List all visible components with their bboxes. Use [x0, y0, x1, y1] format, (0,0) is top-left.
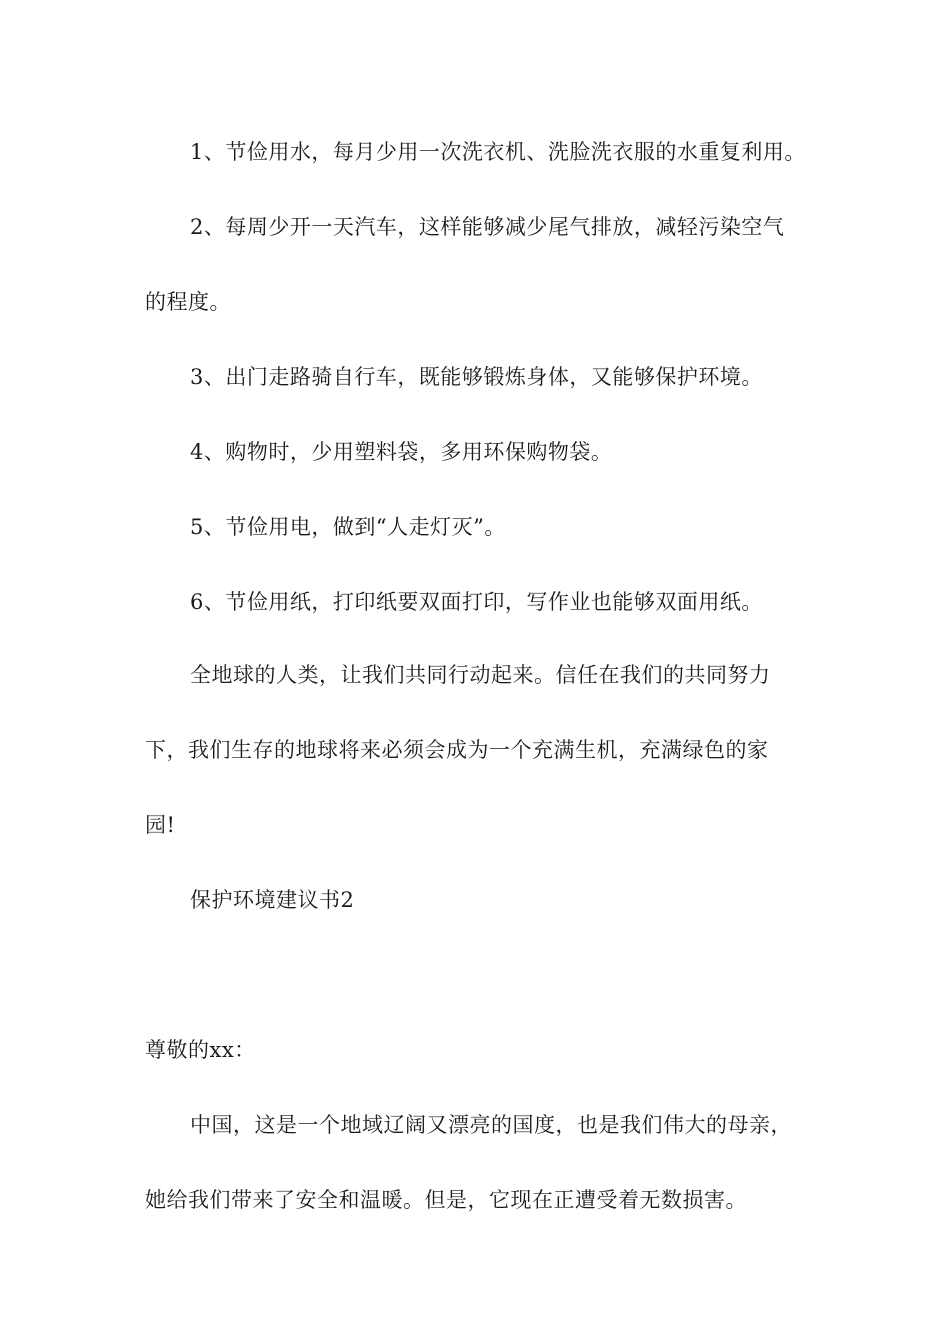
list-item-4: 4、购物时，少用塑料袋，多用环保购物袋。	[190, 440, 613, 464]
list-item-6: 6、节俭用纸，打印纸要双面打印，写作业也能够双面用纸。	[190, 590, 763, 614]
list-item-5: 5、节俭用电，做到“人走灯灭”。	[190, 515, 506, 539]
intro-paragraph-line-2: 她给我们带来了安全和温暖。但是，它现在正遭受着无数损害。	[145, 1188, 747, 1212]
section-title: 保护环境建议书2	[190, 888, 355, 912]
list-item-2: 2、每周少开一天汽车，这样能够减少尾气排放，减轻污染空气	[190, 215, 785, 239]
closing-paragraph-line-1: 全地球的人类，让我们共同行动起来。信任在我们的共同努力	[190, 663, 771, 687]
closing-paragraph-line-3: 园!	[145, 813, 176, 837]
salutation: 尊敬的xx：	[145, 1038, 256, 1062]
closing-paragraph-line-2: 下，我们生存的地球将来必须会成为一个充满生机，充满绿色的家	[145, 738, 769, 762]
list-item-3: 3、出门走路骑自行车，既能够锻炼身体，又能够保护环境。	[190, 365, 763, 389]
list-item-1: 1、节俭用水，每月少用一次洗衣机、洗脸洗衣服的水重复利用。	[190, 140, 806, 164]
list-item-2-continuation: 的程度。	[145, 290, 231, 314]
intro-paragraph-line-1: 中国，这是一个地域辽阔又漂亮的国度，也是我们伟大的母亲，	[190, 1113, 792, 1137]
